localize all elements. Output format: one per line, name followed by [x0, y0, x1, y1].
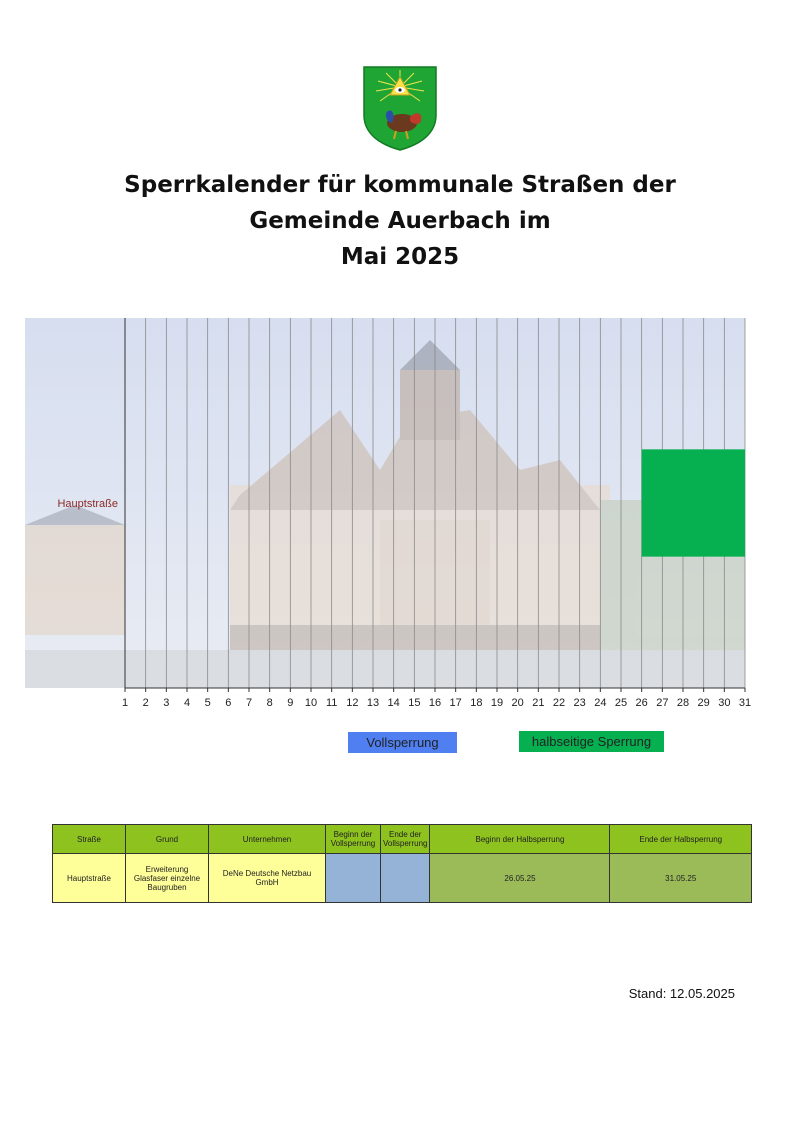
- tick-label-30: 30: [718, 697, 731, 709]
- table-header-beginn-voll: Beginn der Vollsperrung: [326, 825, 381, 854]
- tick-label-11: 11: [325, 697, 338, 709]
- tick-label-29: 29: [697, 697, 710, 709]
- table-header-unternehmen: Unternehmen: [209, 825, 326, 854]
- tick-label-14: 14: [387, 697, 400, 709]
- tick-label-13: 13: [366, 697, 380, 709]
- tick-label-21: 21: [532, 697, 545, 709]
- tick-label-19: 19: [490, 697, 504, 709]
- tick-label-22: 22: [552, 697, 566, 709]
- page-title-line-1: Sperrkalender für kommunale Straßen der: [124, 172, 676, 198]
- tick-label-3: 3: [163, 697, 170, 709]
- tick-label-7: 7: [245, 697, 253, 709]
- tick-label-2: 2: [142, 697, 149, 709]
- stand-date: Stand: 12.05.2025: [628, 986, 735, 1001]
- tick-label-17: 17: [449, 697, 462, 709]
- cell-unternehmen: DeNe Deutsche Netzbau GmbH: [209, 854, 326, 903]
- tick-label-18: 18: [470, 697, 483, 709]
- cell-strasse: Hauptstraße: [53, 854, 126, 903]
- tick-label-23: 23: [573, 697, 586, 709]
- tick-label-9: 9: [287, 697, 294, 709]
- table-header-beginn-halb: Beginn der Halbsperrung: [430, 825, 610, 854]
- category-label-0: Hauptstraße: [57, 498, 118, 510]
- table-header-ende-halb: Ende der Halbsperrung: [610, 825, 752, 854]
- page-title-line-3: Mai 2025: [340, 244, 460, 270]
- cell-ende-halb: 31.05.25: [610, 854, 752, 903]
- tick-label-26: 26: [635, 697, 648, 709]
- cell-beginn-halb: 26.05.25: [430, 854, 610, 903]
- chart-y-labels: [57, 498, 118, 510]
- tick-label-20: 20: [511, 697, 524, 709]
- tick-label-5: 5: [204, 697, 211, 709]
- table-header-grund: Grund: [126, 825, 209, 854]
- bar-1-0: [642, 449, 745, 556]
- tick-label-8: 8: [266, 697, 273, 709]
- tick-label-15: 15: [408, 697, 421, 709]
- page-title-line-2: Gemeinde Auerbach im: [249, 208, 551, 234]
- cell-ende-voll: [381, 854, 430, 903]
- chart-bars: [642, 449, 745, 556]
- legend-vollsperrung: Vollsperrung: [348, 732, 457, 753]
- tick-label-16: 16: [428, 697, 442, 709]
- tick-label-27: 27: [656, 697, 669, 709]
- coat-of-arms-icon: [362, 65, 438, 151]
- table-header-row: [53, 825, 752, 854]
- tick-label-25: 25: [614, 697, 628, 709]
- tick-label-24: 24: [594, 697, 607, 709]
- tick-label-10: 10: [304, 697, 318, 709]
- tick-label-31: 31: [738, 697, 752, 709]
- table-header-strasse: Straße: [53, 825, 126, 854]
- tick-label-1: 1: [121, 697, 129, 709]
- cell-grund: Erweiterung Glasfaser einzelne Baugruben: [126, 854, 209, 903]
- closure-chart: [0, 310, 800, 710]
- table-header-ende-voll: Ende der Vollsperrung: [381, 825, 430, 854]
- closure-table: [52, 824, 752, 903]
- tick-label-4: 4: [183, 697, 191, 709]
- legend-halbseitige-sperrung: halbseitige Sperrung: [519, 731, 664, 752]
- tick-label-12: 12: [346, 697, 359, 709]
- cell-beginn-voll: [326, 854, 381, 903]
- table-row: [53, 854, 752, 903]
- tick-label-6: 6: [225, 697, 232, 709]
- tick-label-28: 28: [676, 697, 690, 709]
- closure-chart-svg: [0, 310, 800, 710]
